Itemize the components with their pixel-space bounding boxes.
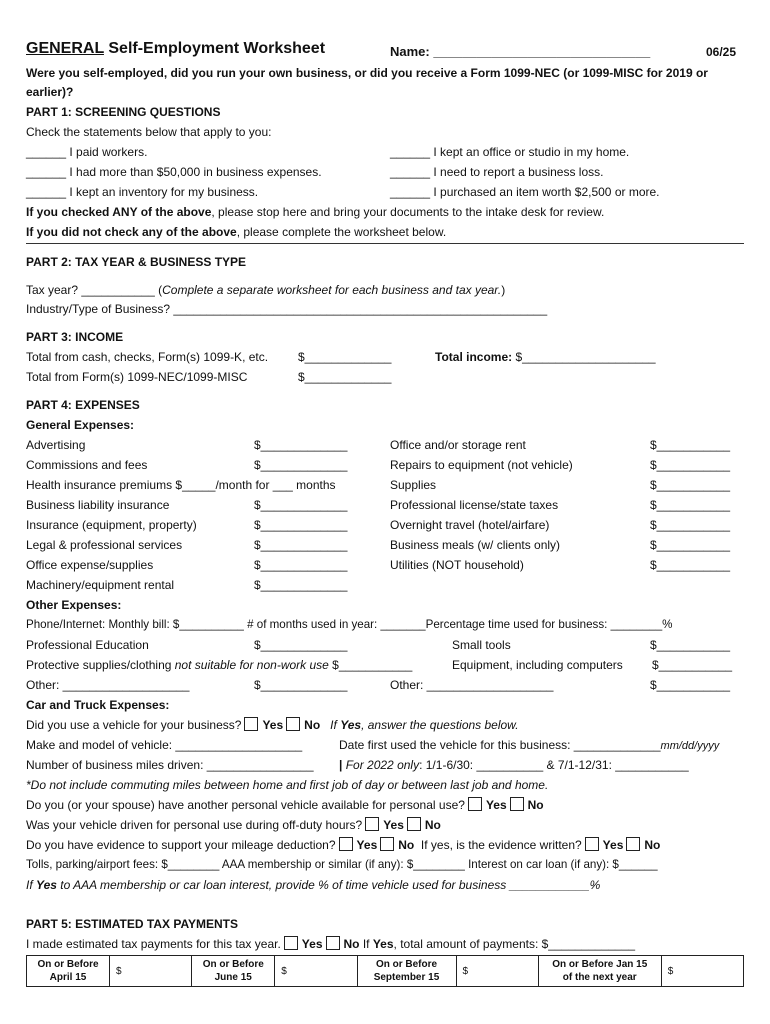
estimated-payments-table [26, 955, 744, 987]
vehicle-question: Did you use a vehicle for your business? Yes No If Yes, answer the questions below. [26, 718, 519, 732]
part1-heading: PART 1: SCREENING QUESTIONS [26, 105, 221, 119]
payment-date-label: On or Before June 15 [192, 956, 275, 987]
payment-amount-cell[interactable]: $ [661, 956, 743, 987]
off-duty-no-checkbox[interactable] [407, 817, 421, 831]
vehicle-no-checkbox[interactable] [286, 717, 300, 731]
other-expenses-heading: Other Expenses: [26, 598, 122, 612]
screen-none-note: If you did not check any of the above, please complete the worksheet below. [26, 225, 447, 239]
expense-field[interactable]: $___________ [650, 558, 731, 572]
intro-line-1: Were you self-employed, did you run your own business, or did you receive a Form 1099-NEC (or 1099-MISC for 2019 or [26, 66, 708, 80]
part2-heading: PART 2: TAX YEAR & BUSINESS TYPE [26, 255, 247, 269]
aaa-percent-field[interactable]: If Yes to AAA membership or car loan interest, provide % of time vehicle used for business ____________% [26, 878, 601, 892]
expense-label: Business meals (w/ clients only) [390, 538, 561, 552]
other-vehicle-question: Do you (or your spouse) have another personal vehicle available for personal use? Yes No [26, 798, 544, 812]
expense-field[interactable]: $_____________ [254, 458, 348, 472]
screen-home-office[interactable]: ______ I kept an office or studio in my home. [390, 145, 630, 159]
screen-inventory[interactable]: ______ I kept an inventory for my business. [26, 185, 259, 199]
industry-field[interactable]: Industry/Type of Business? ________________________________________________________ [26, 302, 548, 316]
payment-date-label: On or Before September 15 [357, 956, 456, 987]
expense-label: Professional license/state taxes [390, 498, 559, 512]
evidence-no-checkbox[interactable] [380, 837, 394, 851]
other-right-amount[interactable]: $___________ [650, 678, 731, 692]
income-1099-label: Total from Form(s) 1099-NEC/1099-MISC [26, 370, 248, 384]
name-field[interactable]: Name: ______________________________ [390, 44, 651, 59]
estimated-no-checkbox[interactable] [326, 936, 340, 950]
phone-internet-field[interactable]: Phone/Internet: Monthly bill: $__________ # of months used in year: _______Percentage time used for business: ________% [26, 618, 673, 631]
payment-amount-cell[interactable]: $ [456, 956, 538, 987]
expense-field[interactable]: $_____________ [254, 578, 348, 592]
expense-label: Insurance (equipment, property) [26, 518, 197, 532]
other-left-field[interactable]: Other: ___________________ [26, 678, 190, 692]
vehicle-yes-checkbox[interactable] [244, 717, 258, 731]
estimated-yes-checkbox[interactable] [284, 936, 298, 950]
expense-field[interactable]: $___________ [650, 518, 731, 532]
expense-label: Advertising [26, 438, 86, 452]
expense-field[interactable]: $_____________ [254, 438, 348, 452]
income-cash-field[interactable]: $_____________ [298, 350, 392, 364]
screen-50k-expenses[interactable]: ______ I had more than $50,000 in business expenses. [26, 165, 322, 179]
car-expenses-heading: Car and Truck Expenses: [26, 698, 170, 712]
make-model-field[interactable]: Make and model of vehicle: ___________________ [26, 738, 303, 752]
expense-label: Office and/or storage rent [390, 438, 526, 452]
intro-line-2: earlier)? [26, 85, 74, 99]
evidence-question: Do you have evidence to support your mileage deduction? Yes No If yes, is the evidence written? Yes No [26, 838, 661, 852]
expense-field[interactable]: $___________ [650, 538, 731, 552]
expense-field[interactable]: $___________ [650, 478, 731, 492]
payment-date-label: On or Before Jan 15 of the next year [538, 956, 661, 987]
payment-date-label: On or Before April 15 [27, 956, 110, 987]
other-vehicle-no-checkbox[interactable] [510, 797, 524, 811]
screen-any-note: If you checked ANY of the above, please stop here and bring your documents to the intake desk for review. [26, 205, 605, 219]
general-expenses-heading: General Expenses: [26, 418, 135, 432]
payment-amount-cell[interactable]: $ [275, 956, 357, 987]
expense-label: Repairs to equipment (not vehicle) [390, 458, 573, 472]
written-yes-checkbox[interactable] [585, 837, 599, 851]
part4-heading: PART 4: EXPENSES [26, 398, 140, 412]
section-divider [26, 243, 744, 244]
part1-instruction: Check the statements below that apply to you: [26, 125, 272, 139]
estimated-payments-question: I made estimated tax payments for this tax year. Yes No If Yes, total amount of payments: $_____________ [26, 937, 636, 951]
expense-field[interactable]: $_____________ [254, 538, 348, 552]
expense-label: Business liability insurance [26, 498, 170, 512]
expense-label: Legal & professional services [26, 538, 183, 552]
expense-label: Supplies [390, 478, 437, 492]
screen-paid-workers[interactable]: ______ I paid workers. [26, 145, 148, 159]
health-insurance-field[interactable]: Health insurance premiums $_____/month for ___ months [26, 478, 336, 492]
expense-field[interactable]: $___________ [650, 438, 731, 452]
expense-field[interactable]: $_____________ [254, 498, 348, 512]
form-date: 06/25 [706, 45, 737, 59]
off-duty-yes-checkbox[interactable] [365, 817, 379, 831]
small-tools-field[interactable]: $___________ [650, 638, 731, 652]
small-tools-label: Small tools [452, 638, 511, 652]
part3-heading: PART 3: INCOME [26, 330, 124, 344]
tax-year-field[interactable]: Tax year? ___________ (Complete a separate worksheet for each business and tax year.) [26, 283, 506, 297]
tolls-aaa-interest-field[interactable]: Tolls, parking/airport fees: $________ AAA membership or similar (if any): $________ Interest on car loan (if any): $______ [26, 858, 658, 871]
off-duty-question: Was your vehicle driven for personal use during off-duty hours? Yes No [26, 818, 441, 832]
screen-2500-item[interactable]: ______ I purchased an item worth $2,500 or more. [390, 185, 660, 199]
other-vehicle-yes-checkbox[interactable] [468, 797, 482, 811]
expense-field[interactable]: $_____________ [254, 558, 348, 572]
expense-field[interactable]: $___________ [650, 498, 731, 512]
income-1099-field[interactable]: $_____________ [298, 370, 392, 384]
expense-label: Utilities (NOT household) [390, 558, 524, 572]
part5-heading: PART 5: ESTIMATED TAX PAYMENTS [26, 917, 239, 931]
expense-label: Overnight travel (hotel/airfare) [390, 518, 550, 532]
equipment-label: Equipment, including computers [452, 658, 623, 672]
evidence-yes-checkbox[interactable] [339, 837, 353, 851]
other-left-amount[interactable]: $_____________ [254, 678, 348, 692]
page-title: GENERAL Self-Employment Worksheet [26, 40, 326, 57]
expense-field[interactable]: $_____________ [254, 518, 348, 532]
expense-field[interactable]: $___________ [650, 458, 731, 472]
miles-2022-field[interactable]: | For 2022 only: 1/1-6/30: __________ & 7/1-12/31: ___________ [339, 758, 689, 772]
other-right-field[interactable]: Other: ___________________ [390, 678, 554, 692]
income-cash-label: Total from cash, checks, Form(s) 1099-K, etc. [26, 350, 269, 364]
expense-label: Machinery/equipment rental [26, 578, 175, 592]
total-income-field[interactable]: Total income: $____________________ [435, 350, 656, 364]
prof-edu-field[interactable]: $_____________ [254, 638, 348, 652]
commuting-note: *Do not include commuting miles between home and first job of day or between last job and home. [26, 778, 549, 792]
protective-field[interactable]: Protective supplies/clothing not suitable for non-work use $___________ [26, 658, 413, 672]
business-miles-field[interactable]: Number of business miles driven: ________________ [26, 758, 314, 772]
equipment-field[interactable]: $___________ [652, 658, 733, 672]
expense-label: Office expense/supplies [26, 558, 154, 572]
screen-business-loss[interactable]: ______ I need to report a business loss. [390, 165, 604, 179]
payment-amount-cell[interactable]: $ [110, 956, 192, 987]
written-no-checkbox[interactable] [626, 837, 640, 851]
expense-label: Commissions and fees [26, 458, 148, 472]
date-first-used-field[interactable]: Date first used the vehicle for this business: _____________mm/dd/yyyy [339, 738, 720, 752]
prof-edu-label: Professional Education [26, 638, 149, 652]
